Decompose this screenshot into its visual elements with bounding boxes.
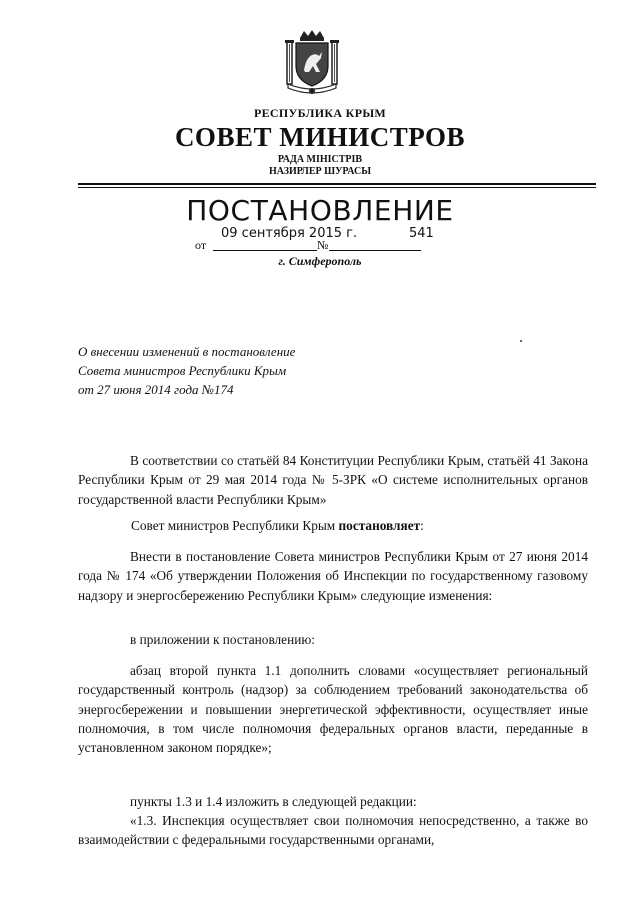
stray-mark	[520, 340, 522, 342]
subject-title	[78, 342, 378, 399]
resolves-colon: :	[420, 518, 424, 533]
republic-name: РЕСПУБЛИКА КРЫМ	[253, 106, 387, 120]
number-label: №	[317, 238, 329, 252]
coat-of-arms-emblem	[282, 28, 342, 96]
paragraph-clauses-1-3-1-4: пункты 1.3 и 1.4 изложить в следующей редакции:	[130, 794, 417, 809]
date-underline	[213, 250, 317, 251]
header-rule-thick	[78, 183, 596, 185]
subject-line-3: от 27 июня 2014 года №174	[78, 382, 234, 397]
council-name-crimean-tatar: НАЗИРЛЕР ШУРАСЫ	[268, 166, 372, 177]
paragraph-resolves	[131, 516, 588, 535]
paragraph-amend-decree: Внести в постановление Совета министров Республики Крым от 27 июня 2014 года № 174 «Об утверждении Положения об Инспекции по государственному газовому надзору и энергосбережению Республики Крым» следующие изменения:	[78, 549, 588, 603]
subject-line-1: О внесении изменений в постановление	[78, 344, 296, 359]
header-rule-thin	[78, 187, 596, 188]
paragraph-legal-basis: В соответствии со статьёй 84 Конституции Республики Крым, статьёй 41 Закона Республики Крым от 29 мая 2014 года № 5-ЗРК «О системе исполнительных органов государственной власти Республики Крым»	[78, 453, 588, 507]
number-underline	[329, 250, 421, 251]
document-type-title: ПОСТАНОВЛЕНИЕ	[186, 194, 454, 227]
resolves-keyword: постановляет	[338, 518, 421, 533]
paragraph-in-appendix: в приложении к постановлению:	[130, 632, 315, 647]
document-date: 09 сентября 2015 г.	[221, 226, 358, 241]
city: г. Симферополь	[278, 254, 362, 268]
from-label: от	[195, 238, 207, 252]
paragraph-clause-1-1: абзац второй пункта 1.1 дополнить словами «осуществляет региональный государственный контроль (надзор) за соблюдением требований законодательства об энергосбережении и повышении энергетической эффективности, осуществляет иные полномочия, в том числе полномочия федеральных органов власти, переданные в установленном законом порядке»;	[78, 663, 588, 756]
document-number: 541	[409, 226, 434, 241]
council-name-ukrainian: РАДА МІНІСТРІВ	[277, 154, 363, 165]
resolves-text: Совет министров Республики Крым	[131, 518, 339, 533]
subject-line-2: Совета министров Республики Крым	[78, 363, 287, 378]
council-name: СОВЕТ МИНИСТРОВ	[174, 122, 466, 152]
paragraph-clause-1-3-text: «1.3. Инспекция осуществляет свои полномочия непосредственно, а также во взаимодействии с федеральными государственными органами,	[78, 813, 588, 848]
